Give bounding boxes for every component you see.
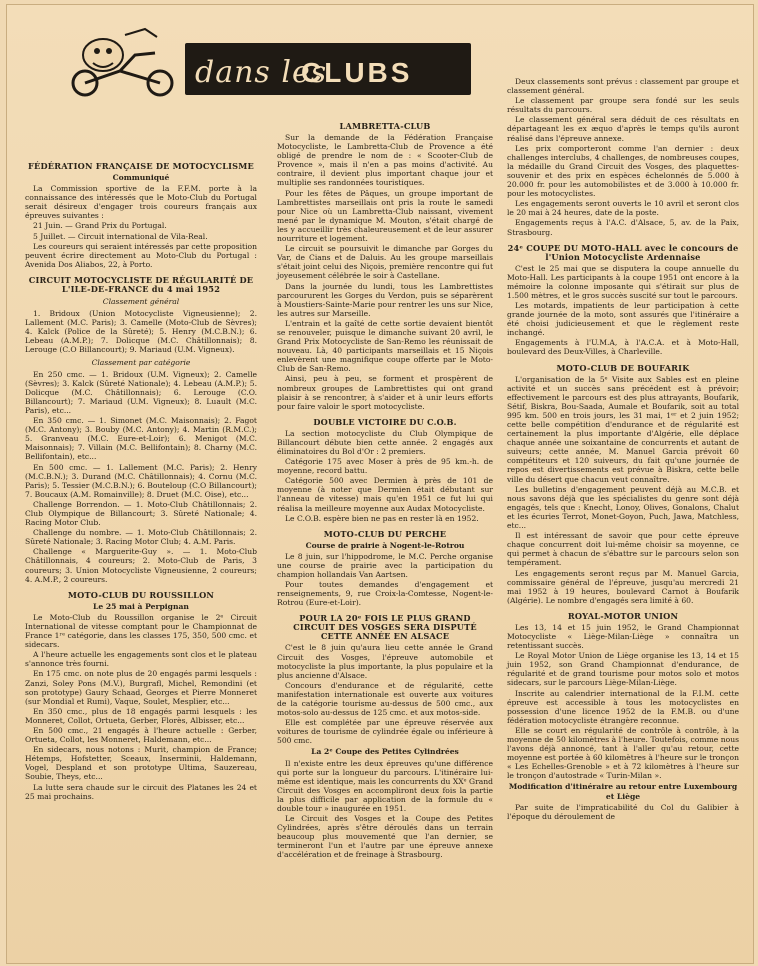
paragraph: Challenge Borrendon. — 1. Moto-Club Châtillonnais; 2. Club Olympique de Billancourt; 3. Sûreté Nationale; 4. Racing Motor Club.: [25, 499, 257, 528]
heading-circuit-idf: CIRCUIT MOTOCYCLISTE DE RÉGULARITÉ DE L'ILE-DE-FRANCE du 4 mai 1952: [28, 274, 254, 294]
paragraph: En sidecars, nous notons : Murit, champion de France; Hétemps, Hofstetter, Sceaux, Inserminii, Haldemann, Vogel, Despland et son prototype Ultima, Sauzereau, Soubie, Theys, etc...: [25, 745, 257, 782]
heading-vosges: POUR LA 20ᵉ FOIS LE PLUS GRAND CIRCUIT DES VOSGES SERA DISPUTÉ CETTE ANNÉE EN ALSACE: [293, 613, 477, 642]
paragraph: En 500 cmc. — 1. Lallement (M.C. Paris); 2. Henry (M.C.B.N.); 3. Durand (M.C. Châtillonnais); 4. Cornu (M.C. Paris); 5. Tessier (M.C.B.N.); 6. Bouteloup (C.O Billancourt); 7. Boucaux (A.M. Romainville); 8. Druet (M.C. Oise), etc...: [25, 462, 257, 499]
paragraph: Les prix comporteront comme l'an dernier : deux challenges interclubs, 4 challenges, de nombreuses coupes, la médaille du Grand Circuit des Vosges, des plaquettes-souvenir et des prix en espèces échelonnés de 5.000 à 20.000 fr. pour les automobilistes et de 3.000 à 10.000 fr. pour les motocyclistes.: [507, 143, 739, 199]
paragraph: 21 Juin. — Grand Prix du Portugal.: [33, 221, 167, 231]
paragraph: 5 Juillet. — Circuit international de Vila-Real.: [33, 231, 208, 241]
heading-royal-motor: ROYAL-MOTOR UNION: [567, 610, 679, 621]
paragraph: Les coureurs qui seraient intéressés par cette proposition peuvent écrire directement au Moto-Club du Portugal : Avenida Dos Aliabos, 22, à Porto.: [25, 241, 257, 269]
paragraph: Le Royal Motor Union de Liège organise les 13, 14 et 15 juin 1952, son Grand Championnat d'endurance, de régularité et de grand tourisme pour motos solo et motos sidecars, sur le parcours Liège-Milan-Liège.: [507, 651, 739, 688]
paragraph: Catégorie 500 avec Dermien à près de 101 de moyenne (à noter que Dermien était débutant sur l'anneau de vitesse) mais qu'en 1951 ce fut lui qui réalisa la meilleure moyenne aux Audax Motocycliste.: [277, 476, 493, 513]
column-3: [507, 77, 739, 822]
paragraph: Pour toutes demandes d'engagement et renseignements, 9, rue Croix-la-Comtesse, Nogent-le-Rotrou (Eure-et-Loir).: [277, 580, 493, 608]
paragraph: Il est intéressant de savoir que pour cette épreuve chaque concurrent doit lui-même choisir sa moyenne, ce qui permet à chacun de s'ébattre sur le parcours selon son tempérament.: [507, 531, 739, 568]
banner-script-title: dans les: [195, 55, 328, 90]
paragraph: Sur la demande de la Fédération Française Motocycliste, le Lambretta-Club de Provence a été obligé de prendre le nom de : « Scooter-Club de Provence », mais il n'en a pas moins d'activité. Au contraire, il devient plus important chaque jour et multiplie ses randonnées touristiques.: [277, 133, 493, 188]
paragraph: Ainsi, peu à peu, se forment et prospèrent de nombreux groupes de Lambrettistes qui ont grand plaisir à se rencontrer, à s'aider et à unir leurs efforts pour faire valoir le sport motocycliste.: [277, 374, 493, 411]
subheading-communique: Communiqué: [112, 173, 170, 182]
paragraph: La lutte sera chaude sur le circuit des Platanes les 24 et 25 mai prochains.: [25, 782, 257, 801]
paragraph: En 350 cmc., plus de 18 engagés parmi lesquels : les Monneret, Collot, Ortueta, Gerber, Florès, Albisser, etc...: [25, 706, 257, 725]
heading-boufarik: MOTO-CLUB DE BOUFARIK: [556, 362, 690, 373]
paragraph: A l'heure actuelle les engagements sont clos et le plateau s'annonce très fourni.: [25, 650, 257, 669]
banner-clubs-title: CLUBS: [301, 57, 413, 88]
paragraph: Engagements reçus à l'A.C. d'Alsace, 5, av. de la Paix, Strasbourg.: [507, 218, 739, 237]
paragraph: En 350 cmc. — 1. Simonet (M.C. Maisonnais); 2. Fagot (M.C. Antony); 3. Bouby (M.C. Antony); 4. Martin (R.M.C.); 5. Granveau (M.C. Eure-et-Loir); 6. Menigot (M.C. Maisonnais); 7. Villain (M.C. Bellifontain); 8. Charny (M.C. Bellifontain), etc...: [25, 416, 257, 462]
header-banner: [65, 25, 473, 99]
paragraph: Elle est complétée par une épreuve réservée aux voitures de tourisme de cylindrée égale ou inférieure à 500 cmc.: [277, 718, 493, 746]
paragraph: C'est le 25 mai que se disputera la coupe annuelle du Moto-Hall. Les participants à la coupe 1951 ont encore à la mémoire la colonne imposante qui s'étirait sur plus de 1.500 mètres, et le gros succès suscité sur tout le parcours.: [507, 263, 739, 300]
paragraph: C'est le 8 juin qu'aura lieu cette année le Grand Circuit des Vosges, l'épreuve automobile et motocycliste la plus importante, la plus populaire et la plus ancienne d'Alsace.: [277, 643, 493, 680]
subheading-itineraire: Modification d'itinéraire au retour entre Luxembourg et Liège: [508, 782, 738, 801]
subheading-classement-general: Classement général: [102, 296, 180, 306]
heading-ffm: FÉDÉRATION FRANÇAISE DE MOTOCYCLISME: [28, 161, 254, 171]
subheading-petites-cylindrees: La 2ᵉ Coupe des Petites Cylindrées: [311, 747, 459, 757]
motorcyclist-illustration: [65, 25, 195, 99]
heading-perche: MOTO-CLUB DU PERCHE: [323, 528, 447, 539]
paragraph: L'organisation de la 5ᵉ Visite aux Sables est en pleine activité et un succès sans précédent est à prévoir; effectivement le parcours est des plus attrayants, Boufarik, Sétif, Biskra, Bou-Saada, Aumale et Boufarik, soit au total 995 km. 500 en trois jours, les 31 mai, 1ᵉʳ et 2 juin 1952; cette belle compétition d'endurance et de régularité est certainement la plus importante d'Algérie, elle déplace chaque année une soixantaine de concurrents et autant de suiveurs; cette année, M. Manuel Garcia prévoit 60 compétiteurs et 120 suiveurs, du fait qu'une journée de repos est divertissements est prévue à Biskra, cette belle ville du désert que chacun veut connaître.: [507, 374, 739, 484]
heading-lambretta: LAMBRETTA-CLUB: [339, 121, 431, 131]
paragraph: Le classement général sera déduit de ces résultats en départageant les ex æquo d'après le temps qu'ils auront réalisé dans l'épreuve annexe.: [507, 115, 739, 143]
paragraph: Challenge du nombre. — 1. Moto-Club Châtillonnais; 2. Sûreté Nationale; 3. Racing Motor Club; 4. A.M. Paris.: [25, 528, 257, 547]
paragraph: Le C.O.B. espère bien ne pas en rester là en 1952.: [285, 513, 479, 523]
paragraph: Dans la journée du lundi, tous les Lambrettistes parcoururent les Gorges du Verdon, puis se séparèrent à Moustiers-Sainte-Marie pour rentrer les uns sur Nice, les autres sur Marseille.: [277, 281, 493, 318]
paragraph: Concours d'endurance et de régularité, cette manifestation internationale est ouverte aux voitures de la catégorie tourisme au-dessus de 500 cmc., aux motos-solo au-dessus de 125 cmc. et aux motos-side.: [277, 680, 493, 718]
heading-roussillon: MOTO-CLUB DU ROUSSILLON: [67, 589, 215, 600]
paragraph: La Commission sportive de la F.F.M. porte à la connaissance des intéressés que le Moto-Club du Portugal serait désireux d'engager trois coureurs français aux épreuves suivantes :: [25, 184, 257, 221]
paragraph: Il n'existe entre les deux épreuves qu'une différence qui porte sur la longueur du parcours. L'itinéraire lui-même est identique, mais les concurrents du XXᵉ Grand Circuit des Vosges en accompliront deux fois la partie la plus difficile par application de la formule du « double tour » inaugurée en 1951.: [277, 758, 493, 813]
subheading-perpignan: Le 25 mai à Perpignan: [93, 601, 189, 611]
paragraph: Le circuit se poursuivit le dimanche par Gorges du Var, de Cians et de Daluis. Au les groupe marseillais s'était joint celui des Niçois, première rencontre qui fut joyeusement célébrée le soir à Castellane.: [277, 244, 493, 281]
paragraph: Pour les fêtes de Pâques, un groupe important de Lambrettistes marseillais ont pris la route le samedi pour Nice où un Lambretta-Club naissant, vivement mené par le dynamique M. Mouton, s'était chargé de les y accueillir très chaleureusement et de leur assurer nourriture et logement.: [277, 188, 493, 244]
paragraph: Le classement par groupe sera fondé sur les seuls résultats du parcours.: [507, 96, 739, 115]
column-2: [277, 115, 493, 861]
column-1: [25, 155, 257, 802]
paragraph: Les engagements seront ouverts le 10 avril et seront clos le 20 mai à 24 heures, date de la poste.: [507, 199, 739, 218]
paragraph: Challenge « Marguerite-Guy ». — 1. Moto-Club Châtillonnais, 4 coureurs; 2. Moto-Club de Paris, 3 coureurs; 3. Union Motocycliste Vigneusienne, 2 coureurs; 4. A.M.P., 2 coureurs.: [25, 547, 257, 584]
subheading-classement-categorie: Classement par catégorie: [91, 357, 191, 367]
subheading-nogent: Course de prairie à Nogent-le-Rotrou: [305, 540, 465, 550]
paragraph: En 500 cmc., 21 engagés à l'heure actuelle : Gerber, Ortueta, Collot, les Monneret, Haldemann, etc...: [25, 725, 257, 745]
paragraph: Le Moto-Club du Roussillon organise le 2ᵉ Circuit International de vitesse comptant pour le Championnat de France 1ʳᵉ catégorie, dans les classes 175, 350, 500 cmc. et sidecars.: [25, 612, 257, 650]
paragraph: 1. Bridoux (Union Motocycliste Vigneusienne); 2. Lallement (M.C. Paris); 3. Camelle (Moto-Club de Sèvres); 4. Kalck (Police de la Sûreté); 5. Henry (M.C.B.N.); 6. Lebeau (A.M.P.); 7. Dolicque (M.C. Châtillonnais); 8. Lerouge (C.O Billancourt); 9. Mariaud (U.M. Vigneux).: [25, 309, 257, 355]
paragraph: La section motocycliste du Club Olympique de Billancourt débute bien cette année. 2 engagés aux éliminatoires du Bol d'Or : 2 premiers.: [277, 428, 493, 456]
paragraph: Deux classements sont prévus : classement par groupe et classement général.: [507, 77, 739, 96]
paragraph: Inscrite au calendrier international de la F.I.M. cette épreuve est accessible à tous les motocyclistes en possession d'une licence 1952 de la F.M.B. ou d'une fédération motocycliste étrangère reconnue.: [507, 688, 739, 725]
paragraph: En 175 cmc. on note plus de 20 engagés parmi lesquels : Zanzi, Soley Pons (M.V.), Burgrafl, Michel, Remondini (et son prototype) Gaury Schaad, Georges et Pierre Monneret (sur Mondial et Rumi), Vaque, Soulet, Mesplier, etc...: [25, 669, 257, 706]
paragraph: Les 13, 14 et 15 juin 1952, le Grand Championnat Motocycliste « Liège-Milan-Liège » connaîtra un retentissant succès.: [507, 622, 739, 651]
paragraph: L'entrain et la gaîté de cette sortie devaient bientôt se renouveler, puisque le dimanche suivant 20 avril, le Grand Prix Motocycliste de San-Remo les réunissait de nouveau. Là, 40 participants marseillais et 15 Niçois enlevèrent une magnifique coupe offerte par le Moto-Club de San-Remo.: [277, 318, 493, 374]
paragraph: En 250 cmc. — 1. Bridoux (U.M. Vigneux); 2. Camelle (Sèvres); 3. Kalck (Sûreté Nationale); 4. Lebeau (A.M.P.); 5. Dolicque (M.C. Châtillonnais); 6. Lerouge (C.O. Billancourt); 7. Mariaud (U.M. Vigneux); 8. Luault (M.C. Paris), etc...: [25, 369, 257, 415]
paragraph: Les bulletins d'engagement peuvent déjà au M.C.B. et nous savons déjà que les spécialistes du genre sont déjà engagés, tels que : Knecht, Lonoy, Olives, Gonalons, Chalut et les écuries Terrot, Monet-Goyon, Puch, Jawa, Matchless, etc...: [507, 484, 739, 531]
paragraph: Le Circuit des Vosges et la Coupe des Petites Cylindrées, après s'être déroulés dans un terrain beaucoup plus mouvementé que l'an dernier, se termineront l'un et l'autre par une épreuve annexe d'accélération et de freinage à Strasbourg.: [277, 814, 493, 860]
paragraph: Engagements à l'U.M.A, à l'A.C.A. et à Moto-Hall, boulevard des Deux-Villes, à Charleville.: [507, 338, 739, 357]
heading-moto-hall: 24ᵉ COUPE DU MOTO-HALL avec le concours de l'Union Motocycliste Ardennaise: [507, 242, 739, 262]
paragraph: Les motards, impatients de leur participation à cette grande journée de la moto, sont assurés que l'itinéraire a été choisi judicieusement et que le règlement reste inchangé.: [507, 300, 739, 338]
heading-cob: DOUBLE VICTOIRE DU C.O.B.: [313, 416, 457, 427]
paragraph: Catégorie 175 avec Moser à près de 95 km.-h. de moyenne, record battu.: [277, 457, 493, 476]
paragraph: Par suite de l'impraticabilité du Col du Galibier à l'époque du déroulement de: [507, 802, 739, 821]
paragraph: Les engagements seront reçus par M. Manuel Garcia, commissaire général de l'épreuve, jusqu'au mercredi 21 mai 1952 à 19 heures, boulevard Carnot à Boufarik (Algérie). Le nombre d'engagés sera limité à 60.: [507, 568, 739, 605]
magazine-page: [6, 4, 754, 964]
paragraph: Elle se court en régularité de contrôle à contrôle, à la moyenne de 50 kilomètres à l'heure. Toutefois, comme nous l'avons déjà annoncé, tant à l'aller qu'au retour, cette moyenne est portée à 60 kilomètres à l'heure sur le tronçon « Les Echelles-Grenoble » et à 72 kilomètres à l'heure sur le tronçon d'autostrade « Turin-Milan ».: [507, 725, 739, 781]
paragraph: Le 8 juin, sur l'hippodrome, le M.C. Perche organise une course de prairie avec la participation du champion hollandais Van Aartsen.: [277, 551, 493, 580]
